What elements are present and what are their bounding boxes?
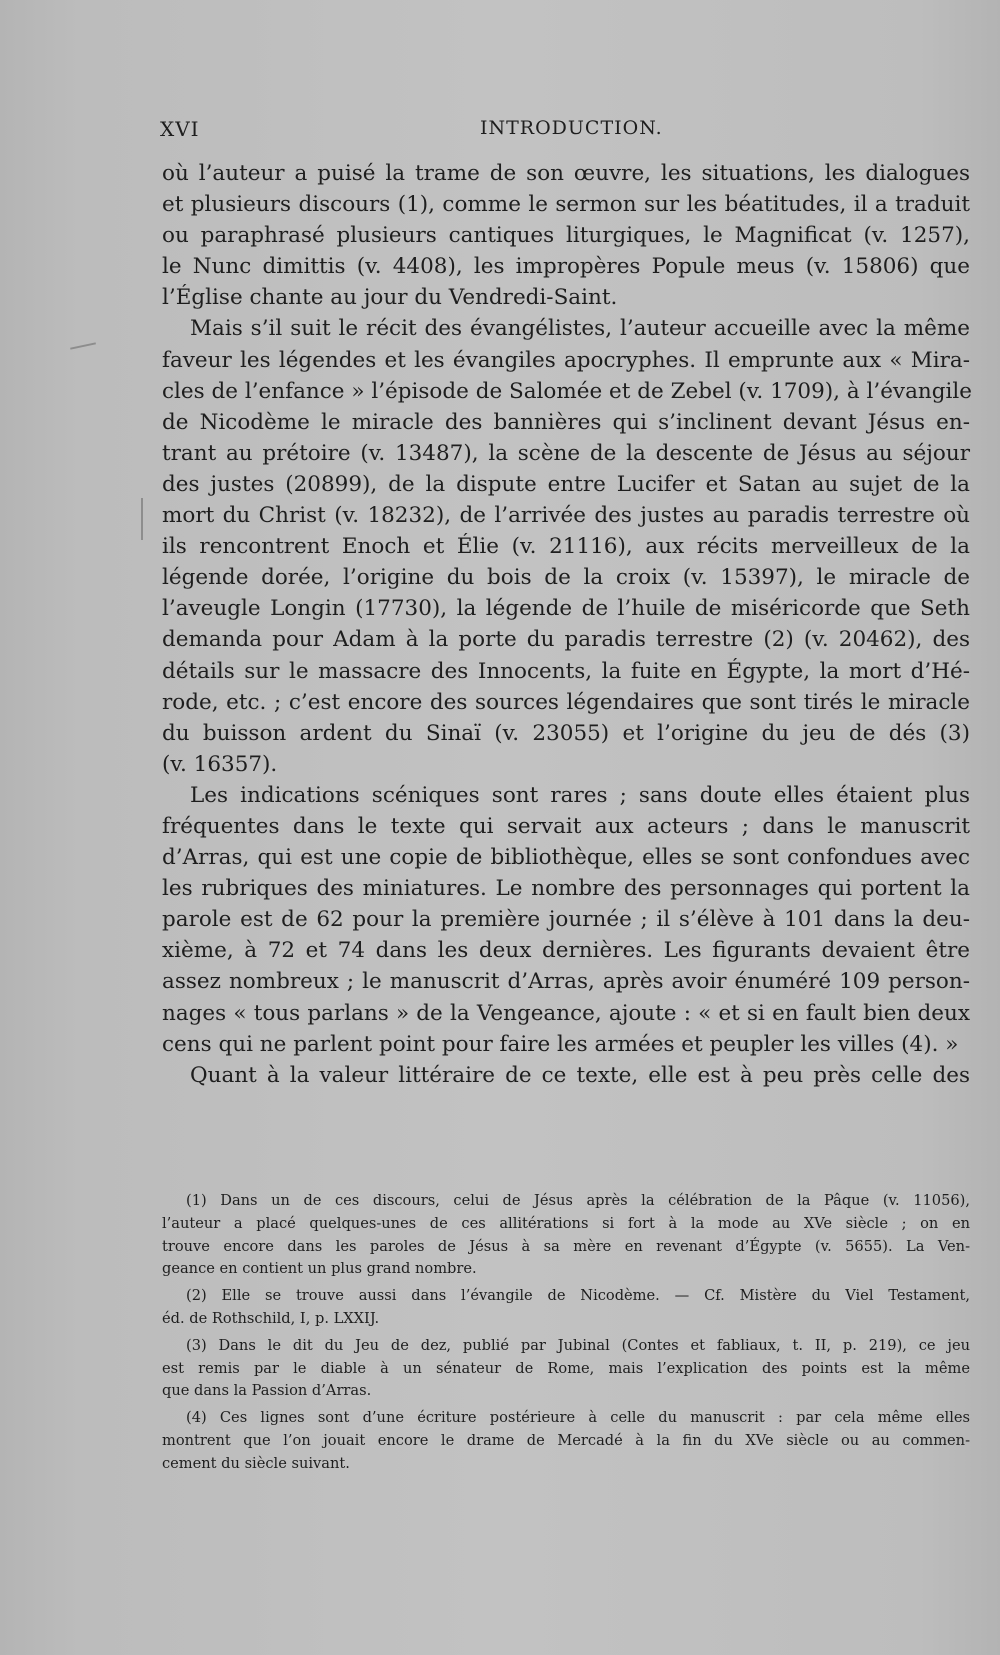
text-line: nages « tous parlans » de la Vengeance, ajoute : « et si en fault bien deux — [162, 1000, 970, 1026]
text-line: assez nombreux ; le manuscrit d’Arras, après avoir énuméré 109 person- — [162, 969, 970, 995]
footnote-line: que dans la Passion d’Arras. — [162, 1382, 372, 1400]
text-line: demanda pour Adam à la porte du paradis terrestre (2) (v. 20462), des — [162, 627, 970, 653]
footnote-line: montrent que l’on jouait encore le drame de Mercadé à la fin du XVe siècle ou au commen- — [162, 1431, 970, 1449]
footnotes — [162, 1190, 970, 1476]
text-line: faveur les légendes et les évangiles apocryphes. Il emprunte aux « Mira- — [162, 347, 970, 373]
text-line: mort du Christ (v. 18232), de l’arrivée des justes au paradis terrestre où — [162, 503, 970, 529]
running-title: INTRODUCTION. — [480, 117, 663, 139]
text-line: les rubriques des miniatures. Le nombre des personnages qui portent la — [162, 876, 970, 902]
text-line: ils rencontrent Enoch et Élie (v. 21116), aux récits merveilleux de la — [162, 534, 970, 560]
footnote-line: trouve encore dans les paroles de Jésus à sa mère en revenant d’Égypte (v. 5655). La Ven- — [162, 1237, 970, 1255]
text-line: rode, etc. ; c’est encore des sources légendaires que sont tirés le miracle — [162, 689, 970, 715]
text-line: de Nicodème le miracle des bannières qui s’inclinent devant Jésus en- — [162, 409, 970, 435]
text-line: l’aveugle Longin (17730), la légende de l’huile de miséricorde que Seth — [162, 596, 970, 622]
text-line: Mais s’il suit le récit des évangélistes, l’auteur accueille avec la même — [190, 316, 970, 342]
footnote-line: (2) Elle se trouve aussi dans l’évangile de Nicodème. — Cf. Mistère du Viel Testament, — [186, 1287, 970, 1305]
footnote-line: (1) Dans un de ces discours, celui de Jésus après la célébration de la Pâque (v. 11056), — [186, 1192, 970, 1209]
text-line: cens qui ne parlent point pour faire les armées et peupler les villes (4). » — [162, 1031, 959, 1057]
text-line: légende dorée, l’origine du bois de la croix (v. 15397), le miracle de — [162, 565, 970, 591]
footnote-line: éd. de Rothschild, I, p. LXXIJ. — [162, 1309, 380, 1327]
text-line: le Nunc dimittis (v. 4408), les impropères Popule meus (v. 15806) que — [162, 254, 970, 280]
text-line: où l’auteur a puisé la trame de son œuvre, les situations, les dialogues — [162, 161, 970, 186]
text-line: trant au prétoire (v. 13487), la scène de la descente de Jésus au séjour — [162, 440, 970, 466]
margin-mark — [70, 342, 96, 349]
text-line: Quant à la valeur littéraire de ce texte, elle est à peu près celle des — [190, 1062, 970, 1088]
footnote-line: (4) Ces lignes sont d’une écriture postérieure à celle du manuscrit : par cela même elles — [186, 1409, 970, 1427]
text-line: parole est de 62 pour la première journée ; il s’élève à 101 dans la deu- — [162, 907, 970, 933]
text-line: Les indications scéniques sont rares ; sans doute elles étaient plus — [190, 782, 970, 808]
text-line: l’Église chante au jour du Vendredi-Saint. — [162, 285, 618, 311]
main-text — [162, 158, 970, 1091]
text-line: détails sur le massacre des Innocents, la fuite en Égypte, la mort d’Hé- — [162, 658, 970, 684]
text-line: xième, à 72 et 74 dans les deux dernières. Les figurants devaient être — [162, 938, 970, 964]
text-line: cles de l’enfance » l’épisode de Salomée et de Zebel (v. 1709), à l’évangile — [162, 378, 972, 404]
text-line: d’Arras, qui est une copie de bibliothèque, elles se sont confondues avec — [162, 845, 970, 871]
footnote-line: (3) Dans le dit du Jeu de dez, publié par Jubinal (Contes et fabliaux, t. II, p. 219), ce jeu — [186, 1336, 970, 1354]
page-header — [160, 117, 970, 147]
footnote-line: cement du siècle suivant. — [162, 1454, 350, 1472]
footnote-line: est remis par le diable à un sénateur de Rome, mais l’explication des points est la même — [162, 1359, 970, 1377]
text-line: ou paraphrasé plusieurs cantiques liturgiques, le Magnificat (v. 1257), — [162, 223, 970, 249]
footnote-line: l’auteur a placé quelques-unes de ces allitérations si fort à la mode au XVe siècle ; on en — [162, 1214, 970, 1232]
margin-mark — [141, 498, 143, 540]
footnote-line: geance en contient un plus grand nombre. — [162, 1260, 477, 1278]
text-line: des justes (20899), de la dispute entre Lucifer et Satan au sujet de la — [162, 471, 970, 497]
text-line: du buisson ardent du Sinaï (v. 23055) et l’origine du jeu de dés (3) — [162, 720, 970, 746]
text-line: (v. 16357). — [162, 751, 278, 777]
text-line: fréquentes dans le texte qui servait aux acteurs ; dans le manuscrit — [162, 813, 970, 839]
page-number: XVI — [160, 117, 200, 141]
text-line: et plusieurs discours (1), comme le sermon sur les béatitudes, il a traduit — [162, 192, 970, 218]
